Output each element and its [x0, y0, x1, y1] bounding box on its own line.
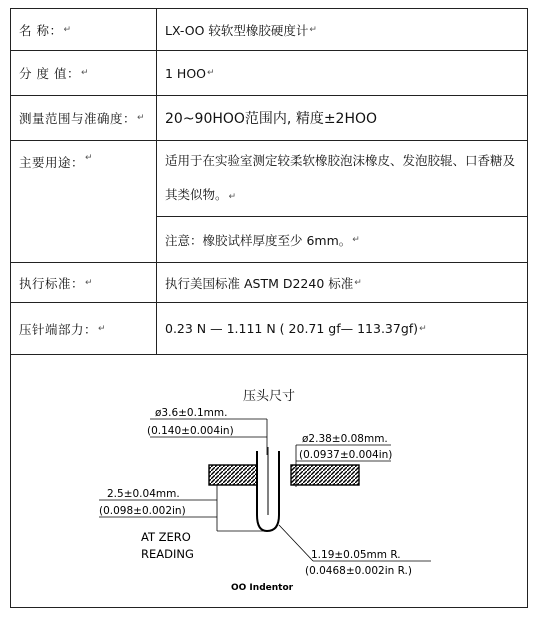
- value-range: 20~90HOO范围内, 精度±2HOO: [165, 111, 378, 127]
- value-standard: 执行美国标准 ASTM D2240 标准: [165, 275, 354, 291]
- dim-inner-2: (0.0937±0.004in): [299, 449, 393, 461]
- value-division: 1 HOO: [165, 65, 207, 81]
- row-use: 主要用途： ↵ 适用于在实验室测定较柔软橡胶泡沫橡皮、发泡胶辊、口香糖及其类似物。↵ 注意：橡胶试样厚度至少 6mm。 ↵: [11, 141, 527, 263]
- indentor-diagram: [11, 355, 527, 607]
- label-range: 测量范围与准确度：: [19, 111, 137, 126]
- note-use: 注意：橡胶试样厚度至少 6mm。: [165, 232, 352, 248]
- label-force: 压针端部力：: [19, 321, 98, 337]
- radius-2: (0.0468±0.002in R.): [305, 565, 412, 577]
- row-division: 分 度 值： ↵ 1 HOO ↵: [11, 51, 527, 96]
- left-block: [209, 465, 257, 485]
- row-range: 测量范围与准确度： ↵ 20~90HOO范围内, 精度±2HOO: [11, 96, 527, 141]
- zero-label-2: READING: [141, 547, 194, 561]
- row-name: 名 称： ↵ LX-OO 较软型橡胶硬度计 ↵: [11, 9, 527, 51]
- value-use: 适用于在实验室测定较柔软橡胶泡沫橡皮、发泡胶辊、口香糖及其类似物。: [165, 153, 516, 202]
- spec-table: [10, 8, 528, 608]
- value-name: LX-OO 较软型橡胶硬度计: [165, 22, 309, 38]
- diagram-title: 压头尺寸: [242, 389, 295, 404]
- dim-outer-2: (0.140±0.004in): [147, 425, 234, 437]
- label-standard: 执行标准：: [19, 275, 85, 291]
- row-standard: 执行标准： ↵ 执行美国标准 ASTM D2240 标准 ↵: [11, 263, 527, 303]
- value-force: 0.23 N — 1.111 N ( 20.71 gf— 113.37gf): [165, 321, 419, 336]
- dim-height-1: 2.5±0.04mm.: [107, 488, 180, 500]
- label-use: 主要用途：: [19, 155, 85, 170]
- dim-outer-1: ø3.6±0.1mm.: [155, 407, 228, 419]
- dim-inner-1: ø2.38±0.08mm.: [302, 433, 388, 445]
- right-block: [291, 465, 359, 485]
- row-force: 压针端部力： ↵ 0.23 N — 1.111 N ( 20.71 gf— 113.37gf) ↵: [11, 303, 527, 355]
- indentor-drawing: [11, 355, 527, 607]
- dim-height-2: (0.098±0.002in): [99, 505, 186, 517]
- diagram-caption: OO Indentor: [231, 583, 294, 593]
- zero-label-1: AT ZERO: [141, 530, 191, 544]
- label-name: 名 称：: [19, 22, 63, 38]
- label-division: 分 度 值：: [19, 66, 80, 81]
- radius-1: 1.19±0.05mm R.: [311, 549, 401, 561]
